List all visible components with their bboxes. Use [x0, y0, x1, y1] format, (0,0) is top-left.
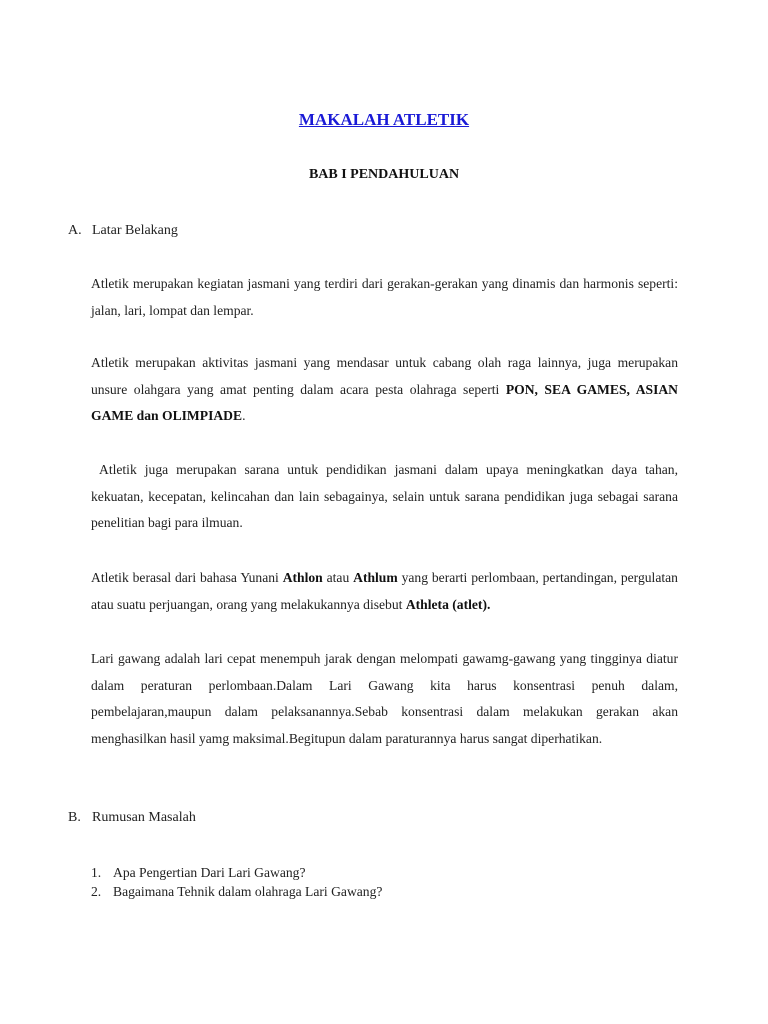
list-item-number: 1. [91, 865, 102, 880]
paragraph-4-athlon: Athlon [282, 570, 323, 585]
paragraph-4-athleta: Athleta (atlet). [405, 596, 491, 612]
paragraph-4-text-e: yang berarti perlombaan, pertandingan, pergulatan atau suatu perjuangan, orang yang melakukannya disebut [91, 570, 678, 612]
section-a-heading [68, 223, 178, 239]
section-b-title: Rumusan Masalah [92, 810, 196, 825]
paragraph-4-text-c: atau [322, 570, 354, 585]
document-title: MAKALAH ATLETIK [298, 110, 470, 129]
paragraph-4 [91, 565, 678, 618]
section-a-title: Latar Belakang [92, 223, 178, 238]
chapter-heading: BAB I PENDAHULUAN [308, 167, 460, 182]
paragraph-1: Atletik merupakan kegiatan jasmani yang terdiri dari gerakan-gerakan yang dinamis dan harmonis seperti: jalan, lari, lompat dan lempar. [91, 276, 678, 318]
paragraph-2-text: Atletik merupakan aktivitas jasmani yang mendasar untuk cabang olah raga lainnya, juga merupakan unsure olahgara yang amat penting dalam acara pesta olahraga seperti [91, 355, 678, 397]
paragraph-2 [91, 350, 678, 430]
list-item-text: Apa Pengertian Dari Lari Gawang? [113, 865, 306, 880]
paragraph-4-athlum: Athlum [353, 570, 398, 585]
paragraph-2-end: . [242, 408, 246, 423]
question-list [91, 863, 382, 901]
list-item [91, 882, 382, 901]
section-b-letter: B. [68, 810, 81, 825]
paragraph-5: Lari gawang adalah lari cepat menempuh jarak dengan melompati gawamg-gawang yang tingginya diatur dalam peraturan perlombaan.Dalam Lari Gawang kita harus konsentrasi penuh dalam, pembelajaran,maupun dalam pelaksanannya.Sebab konsentrasi dalam melakukan gerakan akan menghasilkan hasil yamg maksimal.Begitupun dalam paraturannya harus sangat diperhatikan. [91, 651, 678, 746]
section-b-heading [68, 810, 196, 826]
list-item-text: Bagaimana Tehnik dalam olahraga Lari Gawang? [113, 884, 383, 899]
paragraph-2-events: PON, SEA GAMES, ASIAN GAME dan OLIMPIADE [91, 381, 678, 423]
paragraph-3: Atletik juga merupakan sarana untuk pendidikan jasmani dalam upaya meningkatkan daya tahan, kekuatan, kecepatan, kelincahan dan lain sebagainya, selain untuk sarana pendidikan juga sebagai sarana penelitian bagi para ilmuan. [91, 462, 682, 530]
list-item [91, 863, 382, 882]
section-a-letter: A. [68, 223, 82, 238]
paragraph-4-text-a: Atletik berasal dari bahasa Yunani [91, 570, 283, 585]
list-item-number: 2. [91, 884, 102, 899]
